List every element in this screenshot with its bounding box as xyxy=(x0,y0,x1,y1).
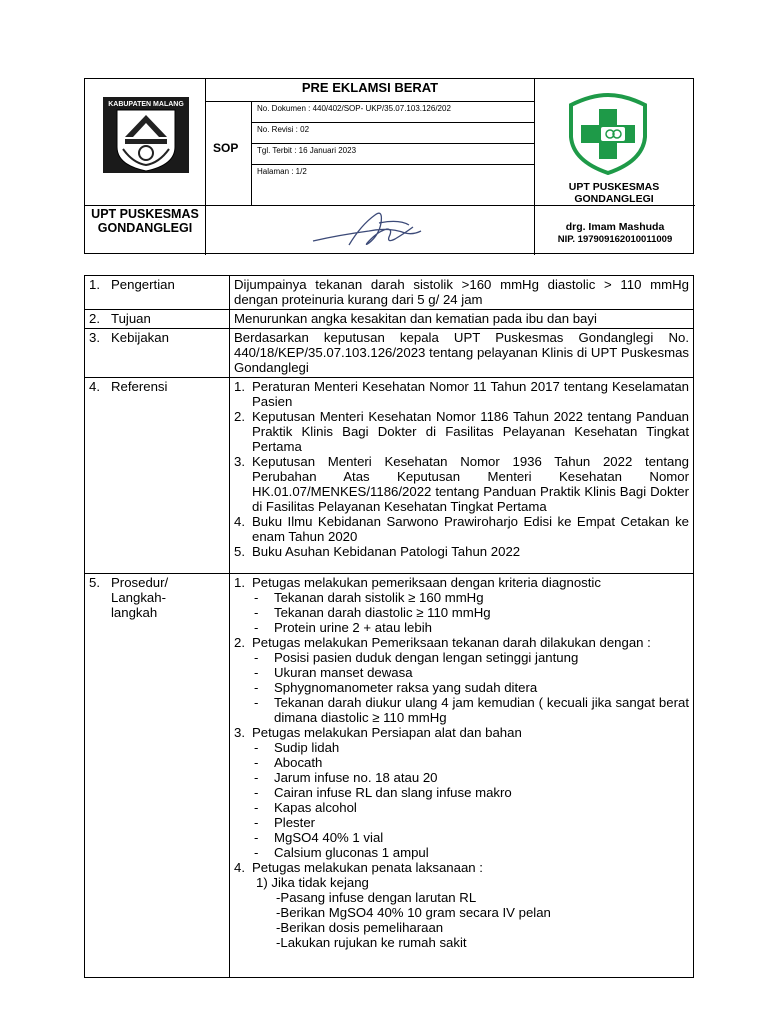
list-item: 3. Petugas melakukan Persiapan alat dan bahan xyxy=(234,725,689,740)
prosedur-subitem: Ukuran manset dewasa xyxy=(274,665,413,680)
prosedur-step: Petugas melakukan penata laksanaan : xyxy=(252,860,483,875)
list-item: - Sphygnomanometer raksa yang sudah ditera xyxy=(234,680,689,695)
sop-content-table xyxy=(84,275,694,978)
section-label: Kebijakan xyxy=(111,330,169,345)
list-item: - Sudip lidah xyxy=(234,740,689,755)
kebijakan-text: Berdasarkan keputusan kepala UPT Puskesmas Gondanglegi No. 440/18/KEP/35.07.103.126/2023 tentang pelayanan Klinis di UPT Puskesmas Gondanglegi xyxy=(234,330,689,375)
list-item: - Tekanan darah sistolik ≥ 160 mmHg xyxy=(234,590,689,605)
prosedur-step: Petugas melakukan Persiapan alat dan bahan xyxy=(252,725,522,740)
list-item: - MgSO4 40% 1 vial xyxy=(234,830,689,845)
list-item: - Cairan infuse RL dan slang infuse makro xyxy=(234,785,689,800)
list-item: - Tekanan darah diastolic ≥ 110 mmHg xyxy=(234,605,689,620)
prosedur-action: -Berikan MgSO4 40% 10 gram secara IV pelan xyxy=(276,905,551,920)
puskesmas-name xyxy=(535,181,693,205)
prosedur-action: -Lakukan rujukan ke rumah sakit xyxy=(276,935,467,950)
prosedur-subitem: Tekanan darah diastolic ≥ 110 mmHg xyxy=(274,605,491,620)
referensi-item: Buku Ilmu Kebidanan Sarwono Prawiroharjo Edisi ke Empat Cetakan ke enam Tahun 2020 xyxy=(252,514,689,544)
referensi-item: Keputusan Menteri Kesehatan Nomor 1936 Tahun 2022 tentang Perubahan Atas Keputusan Menteri Kesehatan Nomor HK.01.07/MENKES/1186/2022 tentang Panduan Praktik Klinis Bagi Dokter di Fasilitas Pelayanan Kesehatan Tingkat Pertama xyxy=(252,454,689,514)
document-title: PRE EKLAMSI BERAT xyxy=(301,80,439,95)
section-number: 2. xyxy=(89,311,100,326)
prosedur-action: -Berikan dosis pemeliharaan xyxy=(276,920,444,935)
kepala-name: drg. Imam Mashuda xyxy=(565,221,665,233)
referensi-item: Peraturan Menteri Kesehatan Nomor 11 Tahun 2017 tentang Keselamatan Pasien xyxy=(252,379,689,409)
section-number: 3. xyxy=(89,330,100,345)
list-item: 3. Keputusan Menteri Kesehatan Nomor 1936 Tahun 2022 tentang Perubahan Atas Keputusan Menteri Kesehatan Nomor HK.01.07/MENKES/1186/2022 tentang Panduan Praktik Klinis Bagi Dokter di Fasilitas Pelayanan Kesehatan Tingkat Pertama xyxy=(234,454,689,514)
list-item: - Tekanan darah diukur ulang 4 jam kemudian ( kecuali jika sangat berat dimana diastolic ≥ 110 mmHg xyxy=(254,695,689,725)
referensi-item: Buku Asuhan Kebidanan Patologi Tahun 2022 xyxy=(252,544,521,559)
pengertian-text: Dijumpainya tekanan darah sistolik >160 mmHg diastolic > 110 mmHg dengan proteinuria kurang dari 5 g/ 24 jam xyxy=(234,277,689,307)
prosedur-subitem: Tekanan darah sistolik ≥ 160 mmHg xyxy=(274,590,484,605)
list-item: - Posisi pasien duduk dengan lengan setinggi jantung xyxy=(234,650,689,665)
document-header xyxy=(84,78,694,254)
section-label: Referensi xyxy=(111,379,168,394)
section-number: 5. xyxy=(89,575,100,590)
list-item: - Kapas alcohol xyxy=(234,800,689,815)
prosedur-subitem: Jarum infuse no. 18 atau 20 xyxy=(274,770,438,785)
prosedur-subitem: Abocath xyxy=(274,755,323,770)
sop-label: SOP xyxy=(213,141,239,155)
kepala-nip: NIP. 197909162010011009 xyxy=(557,234,673,245)
logo-lettering: KABUPATEN MALANG xyxy=(108,101,184,108)
kepala-puskesmas xyxy=(537,221,693,246)
section-number: 4. xyxy=(89,379,100,394)
list-item: 2. Keputusan Menteri Kesehatan Nomor 1186 Tahun 2022 tentang Panduan Praktik Klinis Bagi Dokter di Fasilitas Pelayanan Kesehatan Tingkat Pertama xyxy=(234,409,689,454)
row-tujuan xyxy=(85,310,694,329)
section-label: Pengertian xyxy=(111,277,175,292)
prosedur-subitem: Sudip lidah xyxy=(274,740,340,755)
no-revisi: No. Revisi : 02 xyxy=(257,125,310,134)
signature xyxy=(309,205,449,251)
prosedur-sub-heading: 1) Jika tidak kejang xyxy=(256,875,369,890)
kabupaten-malang-logo xyxy=(103,97,189,173)
prosedur-step: Petugas melakukan pemeriksaan dengan kriteria diagnostic xyxy=(252,575,601,590)
list-item: 5. Buku Asuhan Kebidanan Patologi Tahun 2022 xyxy=(234,544,689,559)
prosedur-subitem: Tekanan darah diukur ulang 4 jam kemudian ( kecuali jika sangat berat dimana diastolic ≥ 110 mmHg xyxy=(274,695,689,725)
section-label: Prosedur/ Langkah-langkah xyxy=(111,575,169,620)
list-item: 1. Petugas melakukan pemeriksaan dengan kriteria diagnostic xyxy=(234,575,689,590)
prosedur-action: -Pasang infuse dengan larutan RL xyxy=(276,890,477,905)
referensi-item: Keputusan Menteri Kesehatan Nomor 1186 Tahun 2022 tentang Panduan Praktik Klinis Bagi Dokter di Fasilitas Pelayanan Kesehatan Tingkat Pertama xyxy=(252,409,689,454)
list-item: - Ukuran manset dewasa xyxy=(234,665,689,680)
section-label: Tujuan xyxy=(111,311,151,326)
row-prosedur xyxy=(85,574,694,978)
prosedur-step: Petugas melakukan Pemeriksaan tekanan darah dilakukan dengan : xyxy=(252,635,651,650)
prosedur-subitem: Posisi pasien duduk dengan lengan setinggi jantung xyxy=(274,650,579,665)
prosedur-subitem: Calsium gluconas 1 ampul xyxy=(274,845,429,860)
puskesmas-name-line1: UPT PUSKESMAS xyxy=(568,181,660,193)
section-number: 1. xyxy=(89,277,100,292)
list-item: 4. Buku Ilmu Kebidanan Sarwono Prawiroharjo Edisi ke Empat Cetakan ke enam Tahun 2020 xyxy=(234,514,689,544)
prosedur-subitem: Plester xyxy=(274,815,316,830)
tujuan-text: Menurunkan angka kesakitan dan kematian pada ibu dan bayi xyxy=(234,311,597,326)
list-item: 2. Petugas melakukan Pemeriksaan tekanan darah dilakukan dengan : xyxy=(234,635,689,650)
puskesmas-logo xyxy=(567,93,649,175)
prosedur-subitem: Cairan infuse RL dan slang infuse makro xyxy=(274,785,512,800)
prosedur-subitem: Sphygnomanometer raksa yang sudah ditera xyxy=(274,680,538,695)
list-item: - Calsium gluconas 1 ampul xyxy=(234,845,689,860)
row-referensi xyxy=(85,378,694,574)
row-pengertian xyxy=(85,276,694,310)
upt-name-left: UPT PUSKESMAS GONDANGLEGI xyxy=(91,207,199,235)
prosedur-subitem: Protein urine 2 + atau lebih xyxy=(274,620,432,635)
list-item: - Abocath xyxy=(234,755,689,770)
no-dokumen: No. Dokumen : 440/402/SOP- UKP/35.07.103.126/202 xyxy=(257,104,451,113)
tgl-terbit: Tgl. Terbit : 16 Januari 2023 xyxy=(257,146,357,155)
list-item: 1. Peraturan Menteri Kesehatan Nomor 11 Tahun 2017 tentang Keselamatan Pasien xyxy=(234,379,689,409)
prosedur-subitem: Kapas alcohol xyxy=(274,800,357,815)
list-item: - Plester xyxy=(234,815,689,830)
puskesmas-name-line2: GONDANGLEGI xyxy=(574,193,654,205)
row-kebijakan xyxy=(85,329,694,378)
prosedur-subitem: MgSO4 40% 1 vial xyxy=(274,830,384,845)
list-item: - Jarum infuse no. 18 atau 20 xyxy=(234,770,689,785)
list-item: 4. Petugas melakukan penata laksanaan : xyxy=(234,860,689,875)
list-item: - Protein urine 2 + atau lebih xyxy=(234,620,689,635)
halaman: Halaman : 1/2 xyxy=(257,167,307,176)
